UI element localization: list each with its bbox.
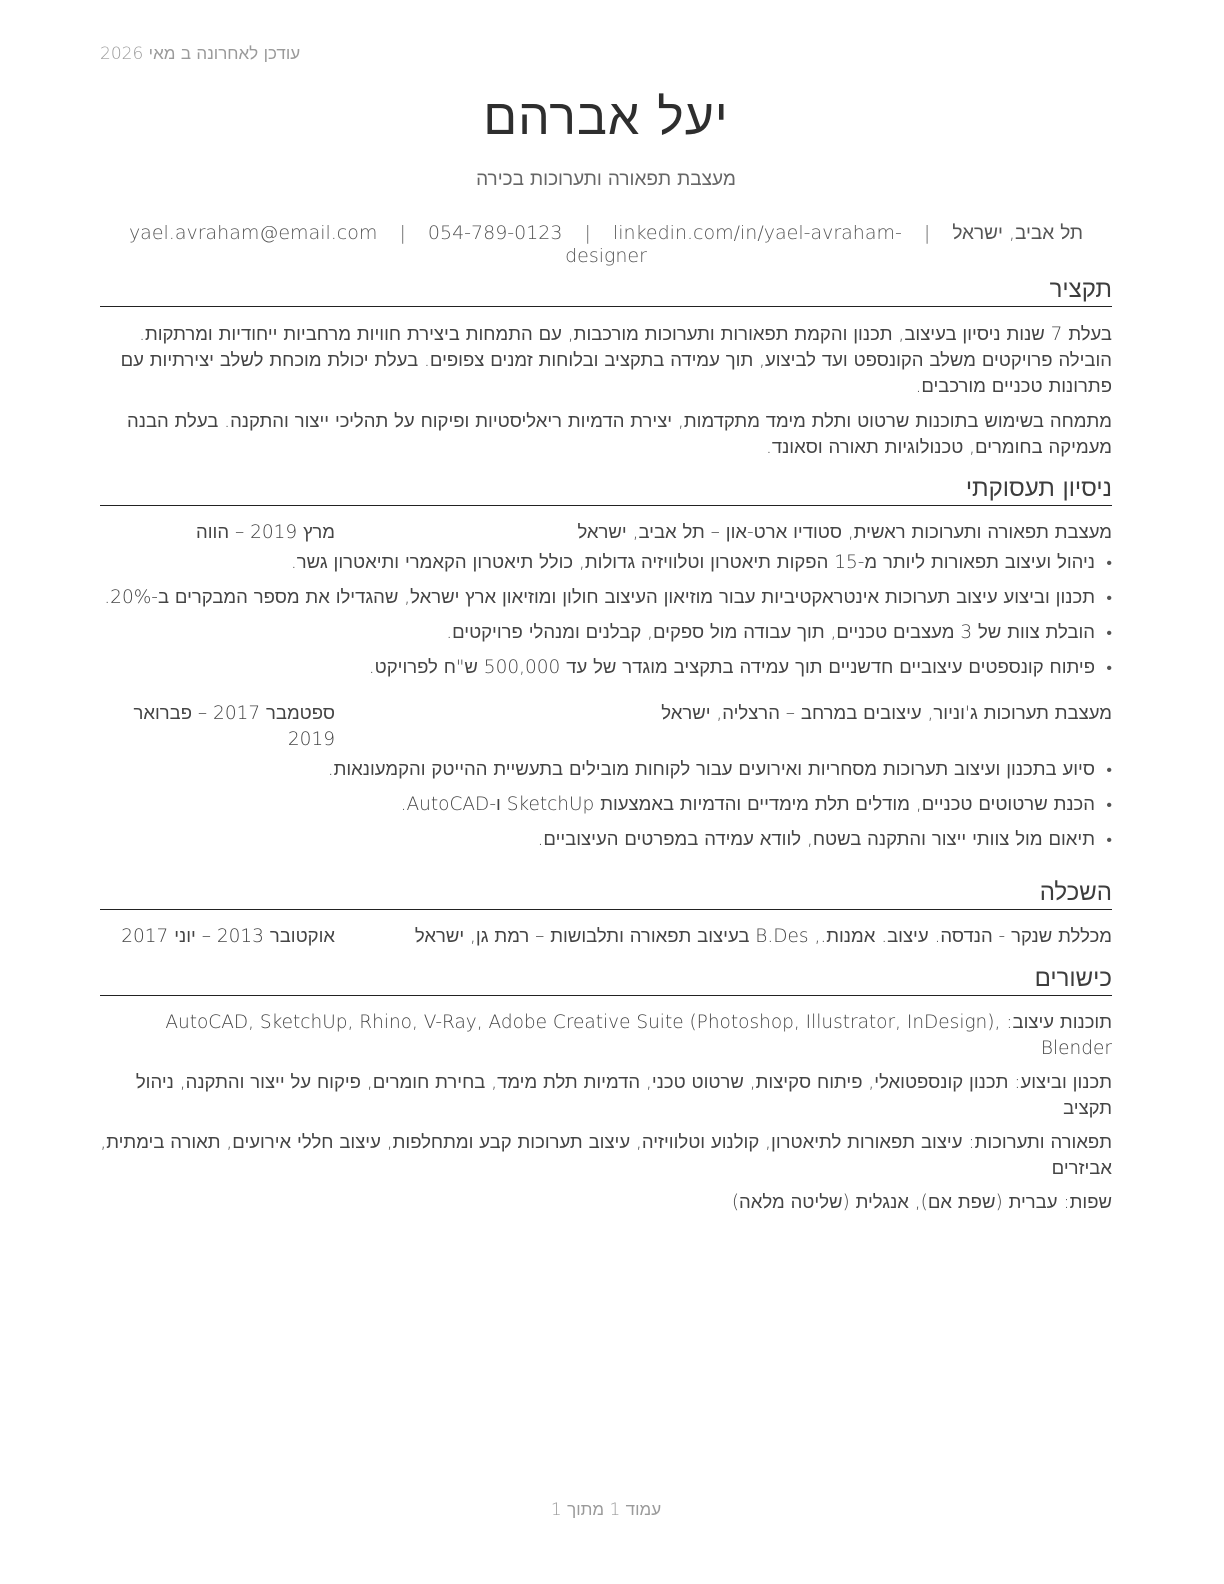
skill-line: תכנון וביצוע: תכנון קונספטואלי, פיתוח סקיצות, שרטוט טכני, הדמיות תלת מימד, בחירת חומרים, פיקוח על ייצור והתקנה, ניהול תקציב xyxy=(135,1072,1112,1119)
list-item: • סיוע בתכנון ועיצוב תערוכות מסחריות ואירועים עבור לקוחות מובילים בתעשיית ההייטק והקמעונאות. xyxy=(100,757,1112,783)
job-dates: מרץ 2019 – הווה xyxy=(196,522,335,543)
summary-section xyxy=(100,274,1112,461)
contact-email[interactable]: yael.avraham@email.com xyxy=(128,222,378,244)
candidate-title: מעצבת תפאורה ותערוכות בכירה xyxy=(476,168,736,190)
job-entry xyxy=(100,701,1112,853)
job-role: מעצבת תערוכות ג'וניור, עיצובים במרחב – הרצליה, ישראל xyxy=(661,703,1112,724)
list-item: • תכנון וביצוע עיצוב תערוכות אינטראקטיביות עבור מוזיאון העיצוב חולון ומוזיאון ארץ ישראל, שהגדילו את מספר המבקרים ב-20%. xyxy=(100,585,1112,611)
candidate-name: יעל אברהם xyxy=(483,88,729,146)
skills-section xyxy=(100,963,1112,1224)
contact-linkedin[interactable]: linkedin.com/in/yael-avraham-designer xyxy=(565,222,902,267)
section-title-skills: כישורים xyxy=(100,963,1112,996)
education-entry xyxy=(100,924,1112,950)
section-title-experience: ניסיון תעסוקתי xyxy=(100,473,1112,506)
education-dates: אוקטובר 2013 – יוני 2017 xyxy=(121,926,335,947)
contact-separator: | xyxy=(584,222,591,244)
experience-section xyxy=(100,473,1112,862)
job-header xyxy=(100,520,1112,546)
contact-location: תל אביב, ישראל xyxy=(952,222,1084,244)
skill-line: תפאורה ותערוכות: עיצוב תפאורות לתיאטרון, קולנוע וטלוויזיה, עיצוב תערוכות קבע ומתחלפות, עיצוב חללי אירועים, תאורה בימתית, אביזרים xyxy=(100,1132,1112,1179)
last-updated: עודכן לאחרונה ב מאי 2026 xyxy=(100,44,301,64)
list-item: • הכנת שרטוטים טכניים, מודלים תלת מימדיים והדמיות באמצעות SketchUp ו-AutoCAD. xyxy=(100,792,1112,818)
summary-paragraph: מתמחה בשימוש בתוכנות שרטוט ותלת מימד מתקדמות, יצירת הדמיות ריאליסטיות ופיקוח על תהליכי ייצור והתקנה. בעלת הבנה מעמיקה בחומרים, טכנולוגיות תאורה וסאונד. xyxy=(127,411,1112,458)
list-item: • הובלת צוות של 3 מעצבים טכניים, תוך עבודה מול ספקים, קבלנים ומנהלי פרויקטים. xyxy=(100,620,1112,646)
skill-line: תוכנות עיצוב: AutoCAD, SketchUp, Rhino, V-Ray, Adobe Creative Suite (Photoshop, Illustrator, InDesign), Blender xyxy=(165,1012,1112,1059)
skill-line: שפות: עברית (שפת אם), אנגלית (שליטה מלאה) xyxy=(731,1192,1112,1213)
education-degree: מכללת שנקר - הנדסה. עיצוב. אמנות., B.Des בעיצוב תפאורה ותלבושות – רמת גן, ישראל xyxy=(414,926,1112,947)
job-header xyxy=(100,701,1112,753)
contact-phone[interactable]: 054-789-0123 xyxy=(427,222,563,244)
job-dates: ספטמבר 2017 – פברואר 2019 xyxy=(133,703,335,750)
education-section xyxy=(100,877,1112,950)
section-title-summary: תקציר xyxy=(100,274,1112,307)
contact-separator: | xyxy=(923,222,931,244)
job-role: מעצבת תפאורה ותערוכות ראשית, סטודיו ארט-און – תל אביב, ישראל xyxy=(577,522,1112,543)
skills-list xyxy=(100,1010,1112,1216)
section-title-education: השכלה xyxy=(100,877,1112,910)
list-item: • פיתוח קונספטים עיצוביים חדשניים תוך עמידה בתקציב מוגדר של עד 500,000 ש"ח לפרויקט. xyxy=(100,655,1112,681)
summary-paragraph: בעלת 7 שנות ניסיון בעיצוב, תכנון והקמת תפאורות ותערוכות מורכבות, עם התמחות ביצירת חוויות מרחביות ייחודיות ומרתקות. הובילה פרויקטים משלב הקונספט ועד לביצוע, תוך עמידה בתקציב ובלוחות זמנים צפופים. בעלת יכולת מוכחת לשלב יצירתיות עם פתרונות טכניים מורכבים. xyxy=(120,324,1112,397)
contact-line xyxy=(100,222,1112,267)
job-bullets xyxy=(100,757,1112,853)
page-number: עמוד 1 מתוך 1 xyxy=(550,1500,662,1520)
job-bullets xyxy=(100,550,1112,681)
job-entry xyxy=(100,520,1112,681)
contact-separator: | xyxy=(399,222,406,244)
list-item: • תיאום מול צוותי ייצור והתקנה בשטח, לוודא עמידה במפרטים העיצוביים. xyxy=(100,827,1112,853)
list-item: • ניהול ועיצוב תפאורות ליותר מ-15 הפקות תיאטרון וטלוויזיה גדולות, כולל תיאטרון הקאמרי ותיאטרון גשר. xyxy=(100,550,1112,576)
resume-page xyxy=(100,0,1112,1584)
